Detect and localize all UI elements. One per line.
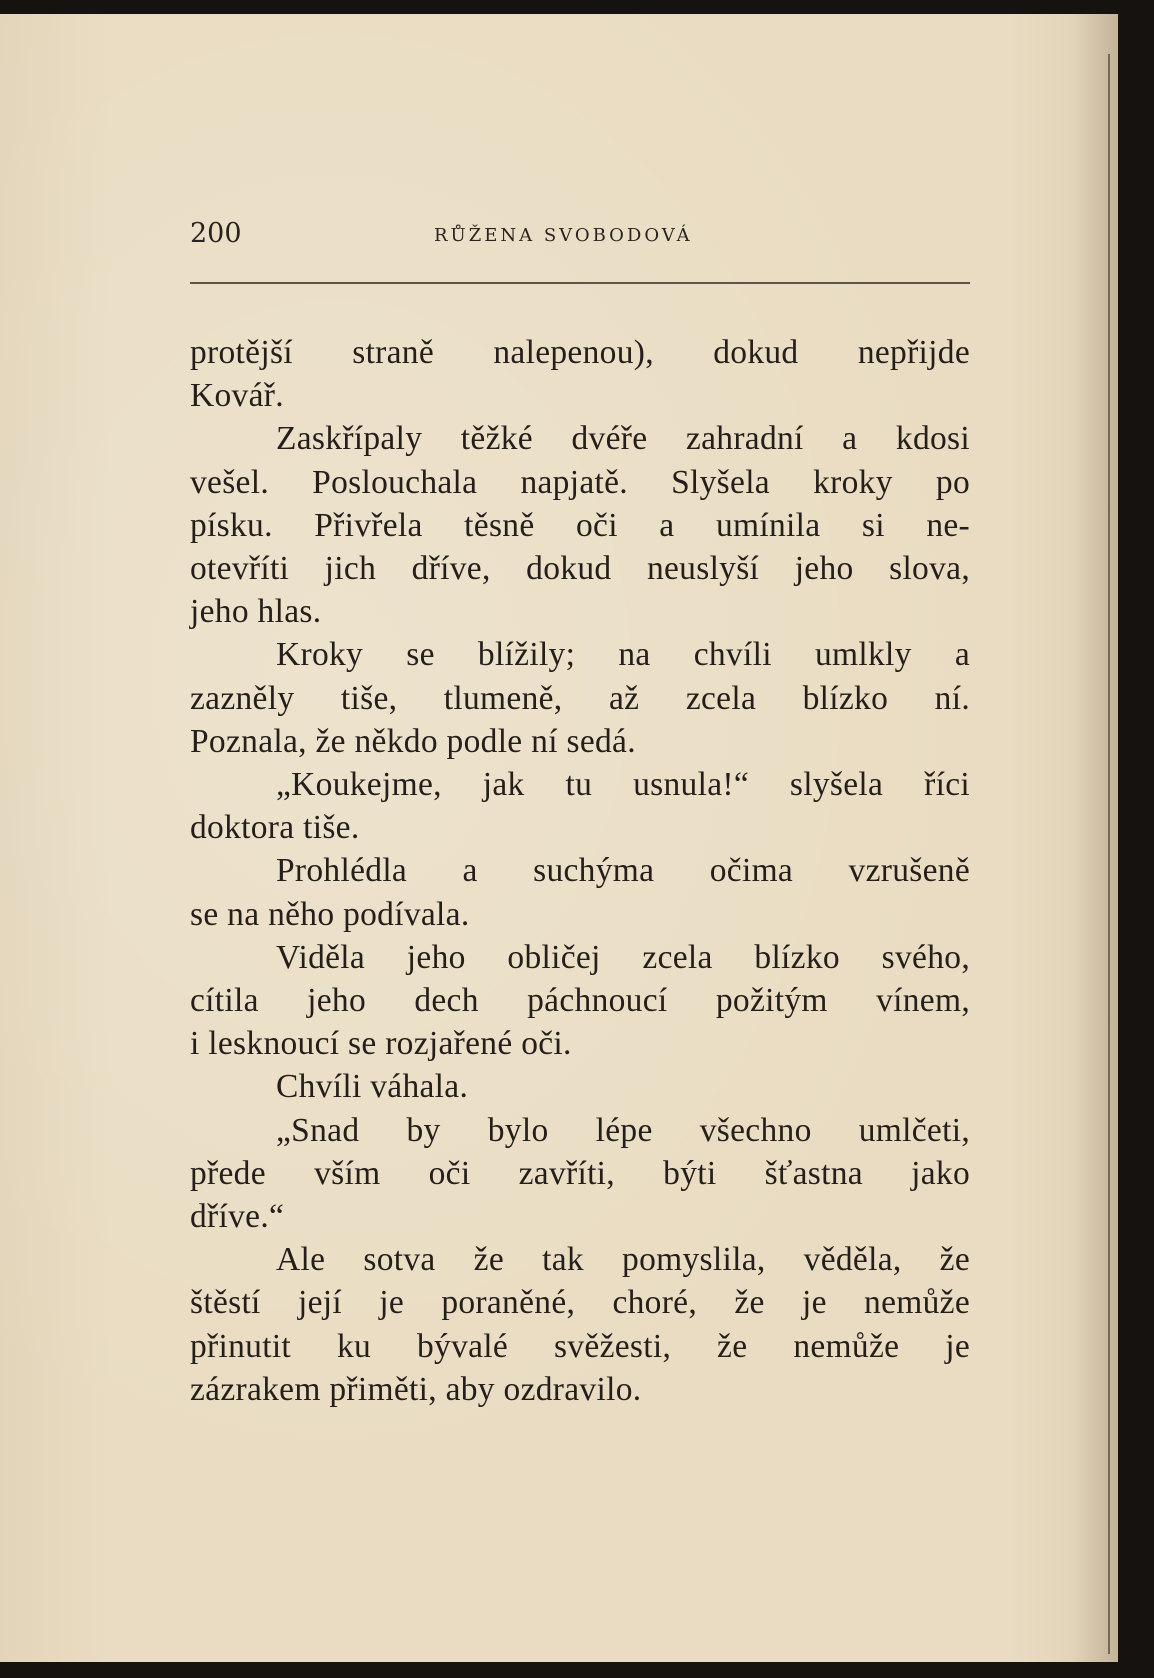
text-line: otevříti jich dříve, dokud neuslyší jeho slova, — [190, 550, 970, 588]
text-line: se na něho podívala. — [190, 895, 470, 933]
text-line: přede vším oči zavříti, býti šťastna jako — [190, 1154, 970, 1192]
text-line: „Koukejme, jak tu usnula!“ slyšela říci — [276, 766, 970, 804]
paragraph — [190, 1109, 970, 1239]
text-line: přinutit ku bývalé svěžesti, že nemůže je — [190, 1327, 970, 1365]
text-line: jeho hlas. — [190, 593, 322, 631]
text-line: doktora tiše. — [190, 809, 360, 847]
gutter-shadow — [1072, 14, 1118, 1662]
text-line: Chvíli váhala. — [276, 1068, 469, 1106]
text-line: zazněly tiše, tlumeně, až zcela blízko ní. — [190, 679, 970, 717]
text-line: zázrakem přiměti, aby ozdravilo. — [190, 1370, 642, 1408]
paragraph — [190, 849, 970, 935]
text-line: vešel. Poslouchala napjatě. Slyšela kroky po — [190, 463, 970, 501]
text-line: protější straně nalepenou), dokud nepřijde — [190, 334, 970, 371]
text-line: Prohlédla a suchýma očima vzrušeně — [276, 852, 970, 890]
paragraph — [190, 417, 970, 633]
text-line: štěstí její je poraněné, choré, že je nemůže — [190, 1284, 970, 1322]
paragraph — [190, 1065, 970, 1108]
paragraph — [190, 763, 970, 849]
page-header — [190, 218, 970, 258]
body-text — [190, 331, 970, 1411]
text-line: Viděla jeho obličej zcela blízko svého, — [276, 938, 970, 976]
header-rule — [190, 282, 970, 284]
text-line: Ale sotva že tak pomyslila, věděla, že — [276, 1241, 970, 1279]
text-line: cítila jeho dech páchnoucí požitým vínem, — [190, 982, 970, 1020]
paragraph — [190, 936, 970, 1066]
page-edge-line — [1108, 54, 1110, 1654]
page-number: 200 — [190, 218, 242, 249]
text-line: dříve.“ — [190, 1198, 285, 1236]
text-line: Zaskřípaly těžké dvéře zahradní a kdosi — [276, 420, 970, 458]
paragraph — [190, 1238, 970, 1411]
paragraph — [190, 633, 970, 763]
text-line: Poznala, že někdo podle ní sedá. — [190, 722, 636, 760]
paragraph — [190, 331, 970, 417]
text-line: písku. Přivřela těsně oči a umínila si ne- — [190, 506, 970, 544]
running-head: RŮŽENA SVOBODOVÁ — [434, 225, 693, 246]
text-line: i lesknoucí se rozjařené oči. — [190, 1025, 572, 1063]
text-line: Kroky se blížily; na chvíli umlkly a — [276, 636, 970, 674]
text-line: Kovář. — [190, 377, 284, 415]
text-line: „Snad by bylo lépe všechno umlčeti, — [276, 1111, 970, 1149]
